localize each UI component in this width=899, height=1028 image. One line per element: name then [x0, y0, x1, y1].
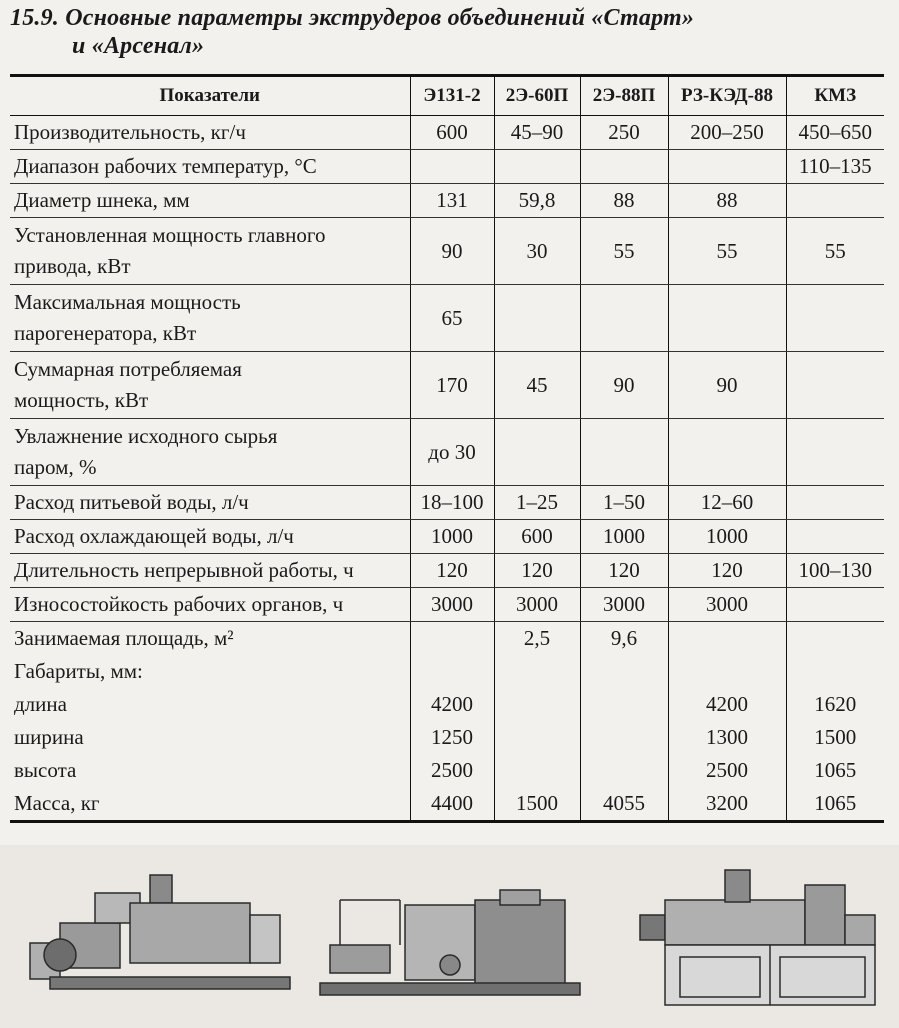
value-cell — [410, 150, 494, 184]
row-label-line: Занимаемая площадь, м² — [14, 626, 234, 650]
row-label-line: Износостойкость рабочих органов, ч — [14, 592, 344, 616]
value-cell: 170 — [410, 352, 494, 419]
value-cell: 1065 — [786, 787, 884, 822]
row-label — [10, 520, 410, 554]
value-cell: 3200 — [668, 787, 786, 822]
value-cell: 9,6 — [580, 622, 668, 656]
row-label-line: Диаметр шнека, мм — [14, 188, 190, 212]
value-cell: 65 — [410, 285, 494, 352]
row-label-line: Габариты, мм: — [14, 659, 143, 683]
value-cell: 3000 — [668, 588, 786, 622]
row-label-line: Производительность, кг/ч — [14, 120, 246, 144]
table-row — [10, 184, 884, 218]
value-cell: 450–650 — [786, 116, 884, 150]
header-cell: Показатели — [10, 76, 410, 116]
value-cell: 30 — [494, 218, 580, 285]
section-title — [10, 4, 694, 60]
table-row — [10, 486, 884, 520]
table-row — [10, 622, 884, 656]
row-label-line: Диапазон рабочих температур, °С — [14, 154, 317, 178]
value-cell: 1–25 — [494, 486, 580, 520]
value-cell: 1065 — [786, 754, 884, 787]
value-cell: 59,8 — [494, 184, 580, 218]
title-line-2: и «Арсенал» — [72, 33, 205, 59]
row-label-line: Установленная мощность главного — [14, 223, 326, 247]
value-cell: 200–250 — [668, 116, 786, 150]
header-cell: 2Э-60П — [494, 76, 580, 116]
value-cell: 120 — [494, 554, 580, 588]
table-row — [10, 218, 884, 285]
row-label-line: ширина — [14, 725, 84, 749]
value-cell: 3000 — [580, 588, 668, 622]
value-cell — [494, 655, 580, 688]
value-cell — [786, 486, 884, 520]
value-cell: 2,5 — [494, 622, 580, 656]
value-cell: 55 — [786, 218, 884, 285]
row-label — [10, 588, 410, 622]
value-cell: 1500 — [786, 721, 884, 754]
value-cell — [786, 352, 884, 419]
value-cell — [786, 622, 884, 656]
value-cell: 1300 — [668, 721, 786, 754]
value-cell: 100–130 — [786, 554, 884, 588]
value-cell — [494, 721, 580, 754]
value-cell: 88 — [580, 184, 668, 218]
value-cell — [786, 285, 884, 352]
value-cell: 45–90 — [494, 116, 580, 150]
value-cell: 250 — [580, 116, 668, 150]
value-cell — [580, 285, 668, 352]
value-cell — [580, 419, 668, 486]
value-cell — [494, 285, 580, 352]
row-label-line: Суммарная потребляемая — [14, 357, 242, 381]
header-cell: Э131-2 — [410, 76, 494, 116]
value-cell: 2500 — [410, 754, 494, 787]
table-row — [10, 688, 884, 721]
table-row — [10, 787, 884, 822]
value-cell: 110–135 — [786, 150, 884, 184]
value-cell: 1500 — [494, 787, 580, 822]
table-row — [10, 655, 884, 688]
value-cell: 90 — [580, 352, 668, 419]
row-label — [10, 352, 410, 419]
value-cell — [494, 419, 580, 486]
extruder-parameters-table — [10, 74, 884, 823]
value-cell: 120 — [580, 554, 668, 588]
extruder-photos-strip — [0, 845, 899, 1028]
row-label-line: Длительность непрерывной работы, ч — [14, 558, 354, 582]
value-cell — [410, 655, 494, 688]
value-cell: 88 — [668, 184, 786, 218]
value-cell: 1250 — [410, 721, 494, 754]
row-label-line: мощность, кВт — [14, 388, 149, 412]
value-cell: до 30 — [410, 419, 494, 486]
row-label — [10, 218, 410, 285]
row-label-line: Максимальная мощность — [14, 290, 241, 314]
header-cell: 2Э-88П — [580, 76, 668, 116]
value-cell: 18–100 — [410, 486, 494, 520]
row-label-line: длина — [14, 692, 67, 716]
value-cell — [580, 655, 668, 688]
extruder-machine-1-image — [30, 875, 290, 989]
value-cell: 1000 — [410, 520, 494, 554]
table-row — [10, 721, 884, 754]
row-label-line: привода, кВт — [14, 254, 131, 278]
row-label — [10, 688, 410, 721]
value-cell: 12–60 — [668, 486, 786, 520]
value-cell — [580, 754, 668, 787]
row-label-line: Увлажнение исходного сырья — [14, 424, 278, 448]
value-cell — [410, 622, 494, 656]
value-cell: 90 — [668, 352, 786, 419]
row-label-line: высота — [14, 758, 77, 782]
value-cell — [580, 150, 668, 184]
row-label — [10, 787, 410, 822]
table-row — [10, 285, 884, 352]
row-label — [10, 116, 410, 150]
value-cell — [786, 655, 884, 688]
value-cell — [786, 588, 884, 622]
value-cell — [494, 150, 580, 184]
table-row — [10, 754, 884, 787]
row-label — [10, 285, 410, 352]
row-label — [10, 486, 410, 520]
value-cell: 3000 — [494, 588, 580, 622]
row-label — [10, 150, 410, 184]
value-cell — [494, 754, 580, 787]
value-cell: 1620 — [786, 688, 884, 721]
row-label — [10, 554, 410, 588]
table-row — [10, 520, 884, 554]
row-label-line: парогенератора, кВт — [14, 321, 197, 345]
row-label — [10, 721, 410, 754]
value-cell: 120 — [668, 554, 786, 588]
value-cell: 600 — [410, 116, 494, 150]
value-cell — [668, 655, 786, 688]
value-cell — [580, 721, 668, 754]
table-header-row — [10, 76, 884, 116]
value-cell — [494, 688, 580, 721]
row-label-line: Расход питьевой воды, л/ч — [14, 490, 249, 514]
table-row — [10, 150, 884, 184]
row-label — [10, 655, 410, 688]
table-row — [10, 588, 884, 622]
table-row — [10, 554, 884, 588]
row-label-line: паром, % — [14, 455, 97, 479]
table-row — [10, 419, 884, 486]
value-cell: 90 — [410, 218, 494, 285]
row-label — [10, 622, 410, 656]
extruder-photos-illustration — [0, 845, 899, 1028]
value-cell — [786, 520, 884, 554]
value-cell — [580, 688, 668, 721]
value-cell: 2500 — [668, 754, 786, 787]
value-cell: 55 — [580, 218, 668, 285]
value-cell — [668, 150, 786, 184]
table-row — [10, 116, 884, 150]
row-label-line: Масса, кг — [14, 791, 100, 815]
value-cell: 3000 — [410, 588, 494, 622]
value-cell — [786, 184, 884, 218]
value-cell — [668, 622, 786, 656]
value-cell: 4200 — [410, 688, 494, 721]
value-cell: 120 — [410, 554, 494, 588]
header-cell: КМЗ — [786, 76, 884, 116]
value-cell: 600 — [494, 520, 580, 554]
row-label-line: Расход охлаждающей воды, л/ч — [14, 524, 294, 548]
value-cell: 55 — [668, 218, 786, 285]
row-label — [10, 754, 410, 787]
value-cell: 131 — [410, 184, 494, 218]
title-line-1: 15.9. Основные параметры экструдеров объединений «Старт» — [10, 5, 695, 31]
table-row — [10, 352, 884, 419]
row-label — [10, 419, 410, 486]
value-cell — [668, 419, 786, 486]
header-cell: РЗ-КЭД-88 — [668, 76, 786, 116]
value-cell: 1–50 — [580, 486, 668, 520]
row-label — [10, 184, 410, 218]
extruder-machine-3-image — [640, 870, 875, 1005]
value-cell — [786, 419, 884, 486]
value-cell: 4400 — [410, 787, 494, 822]
value-cell: 1000 — [668, 520, 786, 554]
extruder-machine-2-image — [320, 890, 580, 995]
value-cell: 4055 — [580, 787, 668, 822]
value-cell: 45 — [494, 352, 580, 419]
value-cell: 1000 — [580, 520, 668, 554]
value-cell — [668, 285, 786, 352]
value-cell: 4200 — [668, 688, 786, 721]
